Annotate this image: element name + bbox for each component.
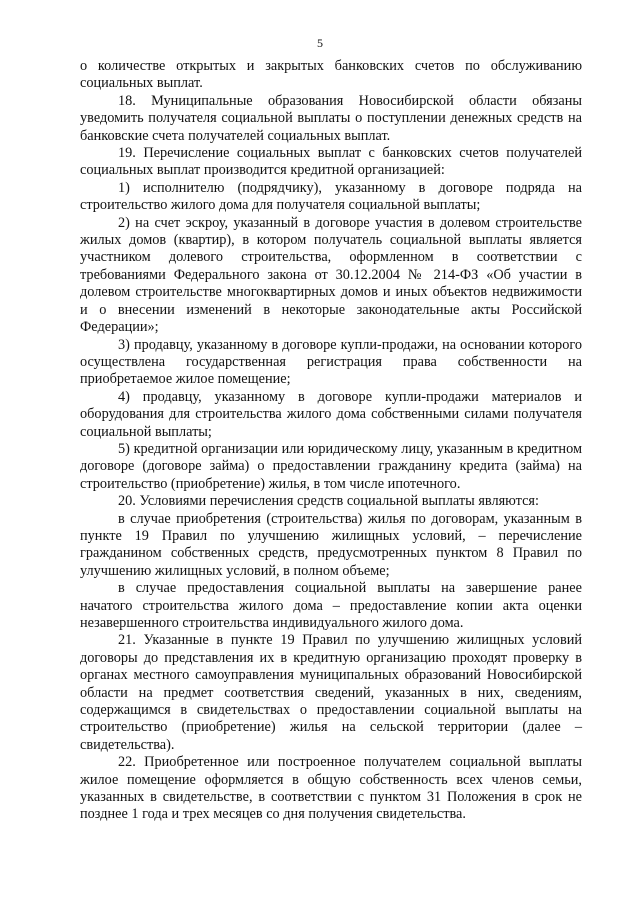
paragraph-item-19-5: 5) кредитной организации или юридическому лицу, указанным в кредитном договоре (договоре займа) о предоставлении гражданину кредита (займа) на строительство (приобретение) жилья, в том числе ипотечного. [80,440,582,492]
paragraph-item-22: 22. Приобретенное или построенное получателем социальной выплаты жилое помещение оформляется в общую собственность всех членов семьи, указанных в свидетельстве, в соответствии с пунктом 31 Положения в срок не позднее 1 года и трех месяцев со дня получения свидетельства. [80,754,582,823]
paragraph-item-19-1: 1) исполнителю (подрядчику), указанному в договоре подряда на строительство жилого дома для получателя социальной выплаты; [80,179,582,214]
paragraph-item-19: 19. Перечисление социальных выплат с банковских счетов получателей социальных выплат производится кредитной организацией: [80,145,582,179]
document-body [80,58,582,824]
paragraph-item-21: 21. Указанные в пункте 19 Правил по улучшению жилищных условий договоры до представления их в кредитную организацию проходят проверку в органах местного самоуправления муниципальных образований Новосибирской области на предмет соответствия сведений, указанных в них, сведениям, содержащимся в свидетельствах о предоставлении социальной выплаты на строительство (приобретение) жилья на сельской территории (далее – свидетельства). [80,632,582,753]
page-number: 5 [317,36,323,50]
paragraph-item-18: 18. Муниципальные образования Новосибирской области обязаны уведомить получателя социальной выплаты о поступлении денежных средств на банковские счета получателей социальных выплат. [80,92,582,144]
paragraph-item-20: 20. Условиями перечисления средств социальной выплаты являются: [118,493,539,510]
paragraph-item-19-4: 4) продавцу, указанному в договоре купли-продажи материалов и оборудования для строительства жилого дома собственными силами получателя социальной выплаты; [80,388,582,440]
paragraph-continuation: о количестве открытых и закрытых банковских счетов по обслуживанию социальных выплат. [80,58,582,92]
paragraph-item-20-condition-2: в случае предоставления социальной выплаты на завершение ранее начатого строительства жилого дома – предоставление копии акта оценки незавершенного строительства индивидуального жилого дома. [80,580,582,631]
paragraph-item-19-3: 3) продавцу, указанному в договоре купли-продажи, на основании которого осуществлена государственная регистрация права собственности на приобретаемое жилое помещение; [80,336,582,388]
paragraph-item-20-condition-1: в случае приобретения (строительства) жилья по договорам, указанным в пункте 19 Правил по улучшению жилищных условий, – перечисление гражданином собственных средств, предусмотренных пунктом 8 Правил по улучшению жилищных условий, в полном объеме; [80,510,582,579]
paragraph-item-19-2: 2) на счет эскроу, указанный в договоре участия в долевом строительстве жилых домов (квартир), в котором получатель социальной выплаты является участником долевого строительства, оформленном в соответствии с требованиями Федерального закона от 30.12.2004 № 214-ФЗ «Об участии в долевом строительстве многоквартирных домов и иных объектов недвижимости и о внесении изменений в некоторые законодательные акты Российской Федерации»; [80,214,582,336]
